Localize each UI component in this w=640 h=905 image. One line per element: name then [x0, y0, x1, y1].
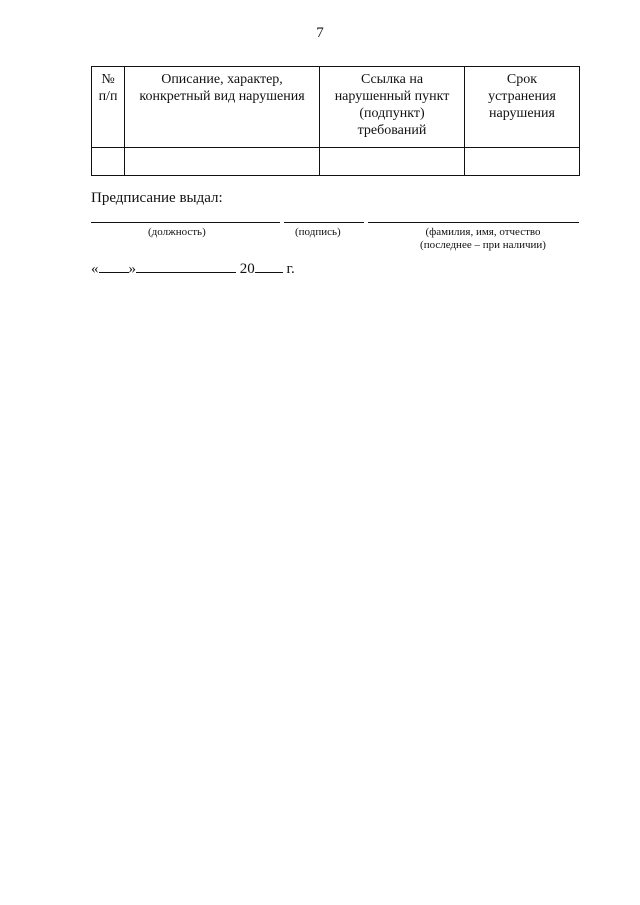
- table-cell[interactable]: [92, 148, 125, 176]
- table-row: [92, 148, 580, 176]
- header-line: Срок: [506, 72, 538, 87]
- header-line: №: [101, 72, 115, 87]
- table-cell[interactable]: [320, 148, 465, 176]
- table-cell[interactable]: [125, 148, 320, 176]
- year-prefix: 20: [239, 261, 255, 277]
- table-header-row: [92, 67, 580, 148]
- violations-table: [91, 66, 580, 176]
- open-quote: «: [91, 261, 99, 277]
- day-blank[interactable]: [99, 257, 129, 273]
- header-line: п/п: [98, 89, 118, 104]
- header-line: (подпункт): [359, 106, 425, 121]
- header-line: устранения: [488, 89, 556, 104]
- table-cell[interactable]: [465, 148, 580, 176]
- position-caption: (должность): [148, 226, 206, 238]
- signature-line: [284, 222, 364, 223]
- header-line: нарушенный пункт: [334, 89, 450, 104]
- position-line: [91, 222, 280, 223]
- header-deadline: [465, 67, 580, 148]
- header-description: [125, 67, 320, 148]
- header-line: конкретный вид нарушения: [139, 89, 305, 104]
- header-line: нарушения: [489, 106, 555, 121]
- header-line: Ссылка на: [360, 72, 424, 87]
- header-number: [92, 67, 125, 148]
- date-line: [91, 257, 295, 278]
- full-name-caption: [398, 226, 568, 252]
- full-name-line: [368, 222, 579, 223]
- year-suffix: г.: [286, 261, 295, 277]
- signature-caption: (подпись): [295, 226, 341, 238]
- issued-by-label: Предписание выдал:: [91, 190, 223, 206]
- header-line: Описание, характер,: [161, 72, 283, 87]
- header-reference: [320, 67, 465, 148]
- header-line: требований: [357, 123, 427, 138]
- month-blank[interactable]: [136, 257, 236, 273]
- full-name-caption-line: (последнее – при наличии): [420, 239, 546, 251]
- page-number: 7: [316, 25, 324, 41]
- close-quote: »: [128, 261, 136, 277]
- year-blank[interactable]: [255, 257, 283, 273]
- full-name-caption-line: (фамилия, имя, отчество: [425, 226, 541, 238]
